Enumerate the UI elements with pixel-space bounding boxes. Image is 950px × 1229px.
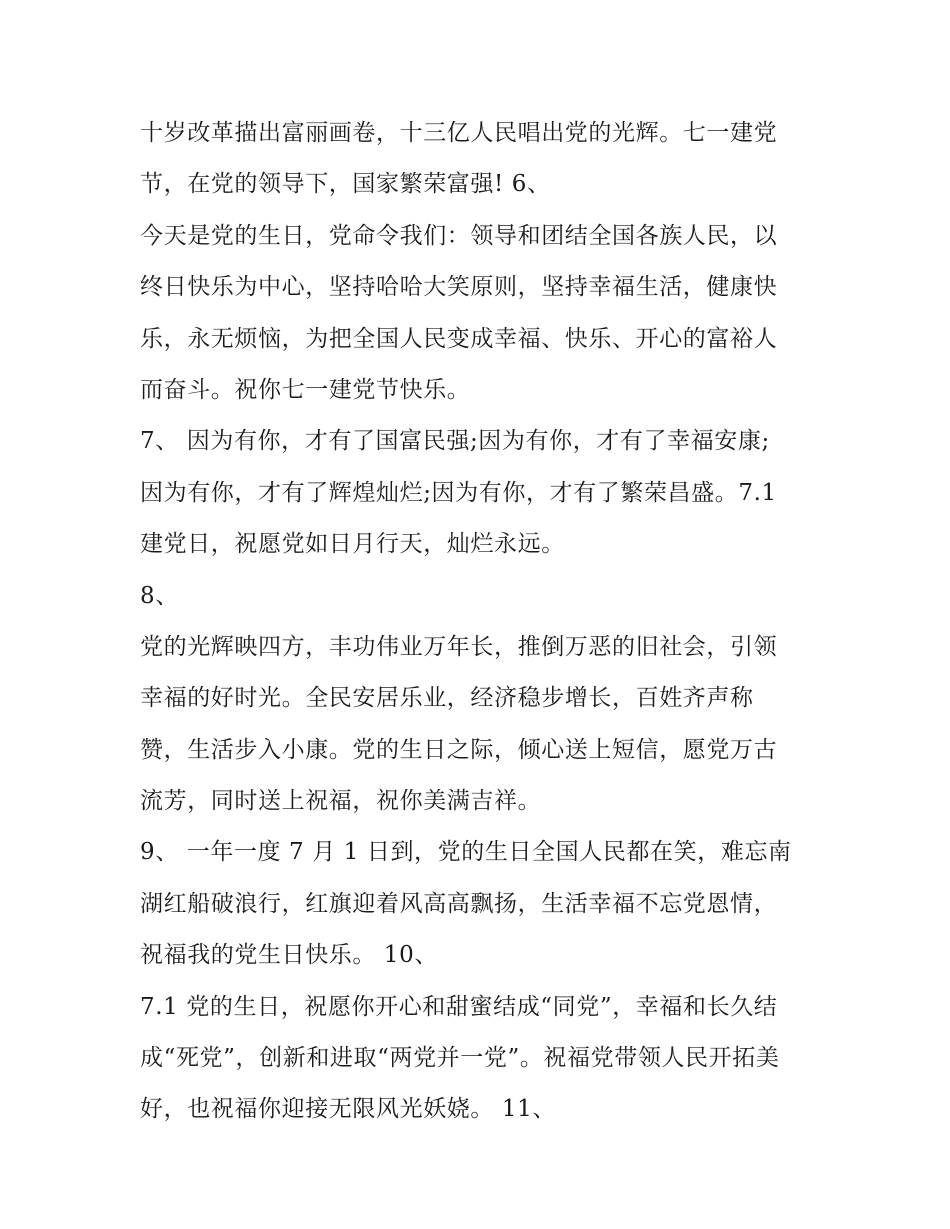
text-line: 今天是党的生日，党命令我们：领导和团结全国各族人民，以 [140,222,778,249]
text-line: 建党日，祝愿党如日月行天，灿烂永远。 [140,531,565,558]
text-line: 8、 [140,582,179,609]
text-line: 成“死党”，创新和进取“两党并一党”。祝福党带领人民开拓美 [140,1045,780,1072]
text-line: 9、 一年一度 7 月 1 日到，党的生日全国人民都在笑，难忘南 [140,839,792,866]
text-line: 7、 因为有你，才有了国富民强;因为有你，才有了幸福安康; [140,428,770,455]
text-line: 党的光辉映四方，丰功伟业万年长，推倒万恶的旧社会，引领 [140,633,778,660]
text-line: 7.1 党的生日，祝愿你开心和甜蜜结成“同党”，幸福和长久结 [140,993,778,1020]
text-line: 幸福的好时光。全民安居乐业，经济稳步增长，百姓齐声称 [140,685,754,712]
text-line: 好，也祝福你迎接无限风光妖娆。 11、 [140,1096,556,1123]
text-line: 而奋斗。祝你七一建党节快乐。 [140,376,471,403]
text-line: 终日快乐为中心，坚持哈哈大笑原则，坚持幸福生活，健康快 [140,274,778,301]
text-line: 乐，永无烦恼，为把全国人民变成幸福、快乐、开心的富裕人 [140,325,778,352]
text-line: 十岁改革描出富丽画卷，十三亿人民唱出党的光辉。七一建党 [140,120,778,146]
text-line: 祝福我的党生日快乐。 10、 [140,942,438,969]
text-line: 因为有你，才有了辉煌灿烂;因为有你，才有了繁荣昌盛。7.1 [140,479,777,506]
text-line: 湖红船破浪行，红旗迎着风高高飘扬，生活幸福不忘党恩情， [140,890,778,917]
text-line: 赞，生活步入小康。党的生日之际，倾心送上短信，愿党万古 [140,736,778,763]
document-body [140,108,830,1136]
text-line: 流芳，同时送上祝福，祝你美满吉祥。 [140,788,542,815]
text-line: 节，在党的领导下，国家繁荣富强! 6、 [140,171,551,198]
